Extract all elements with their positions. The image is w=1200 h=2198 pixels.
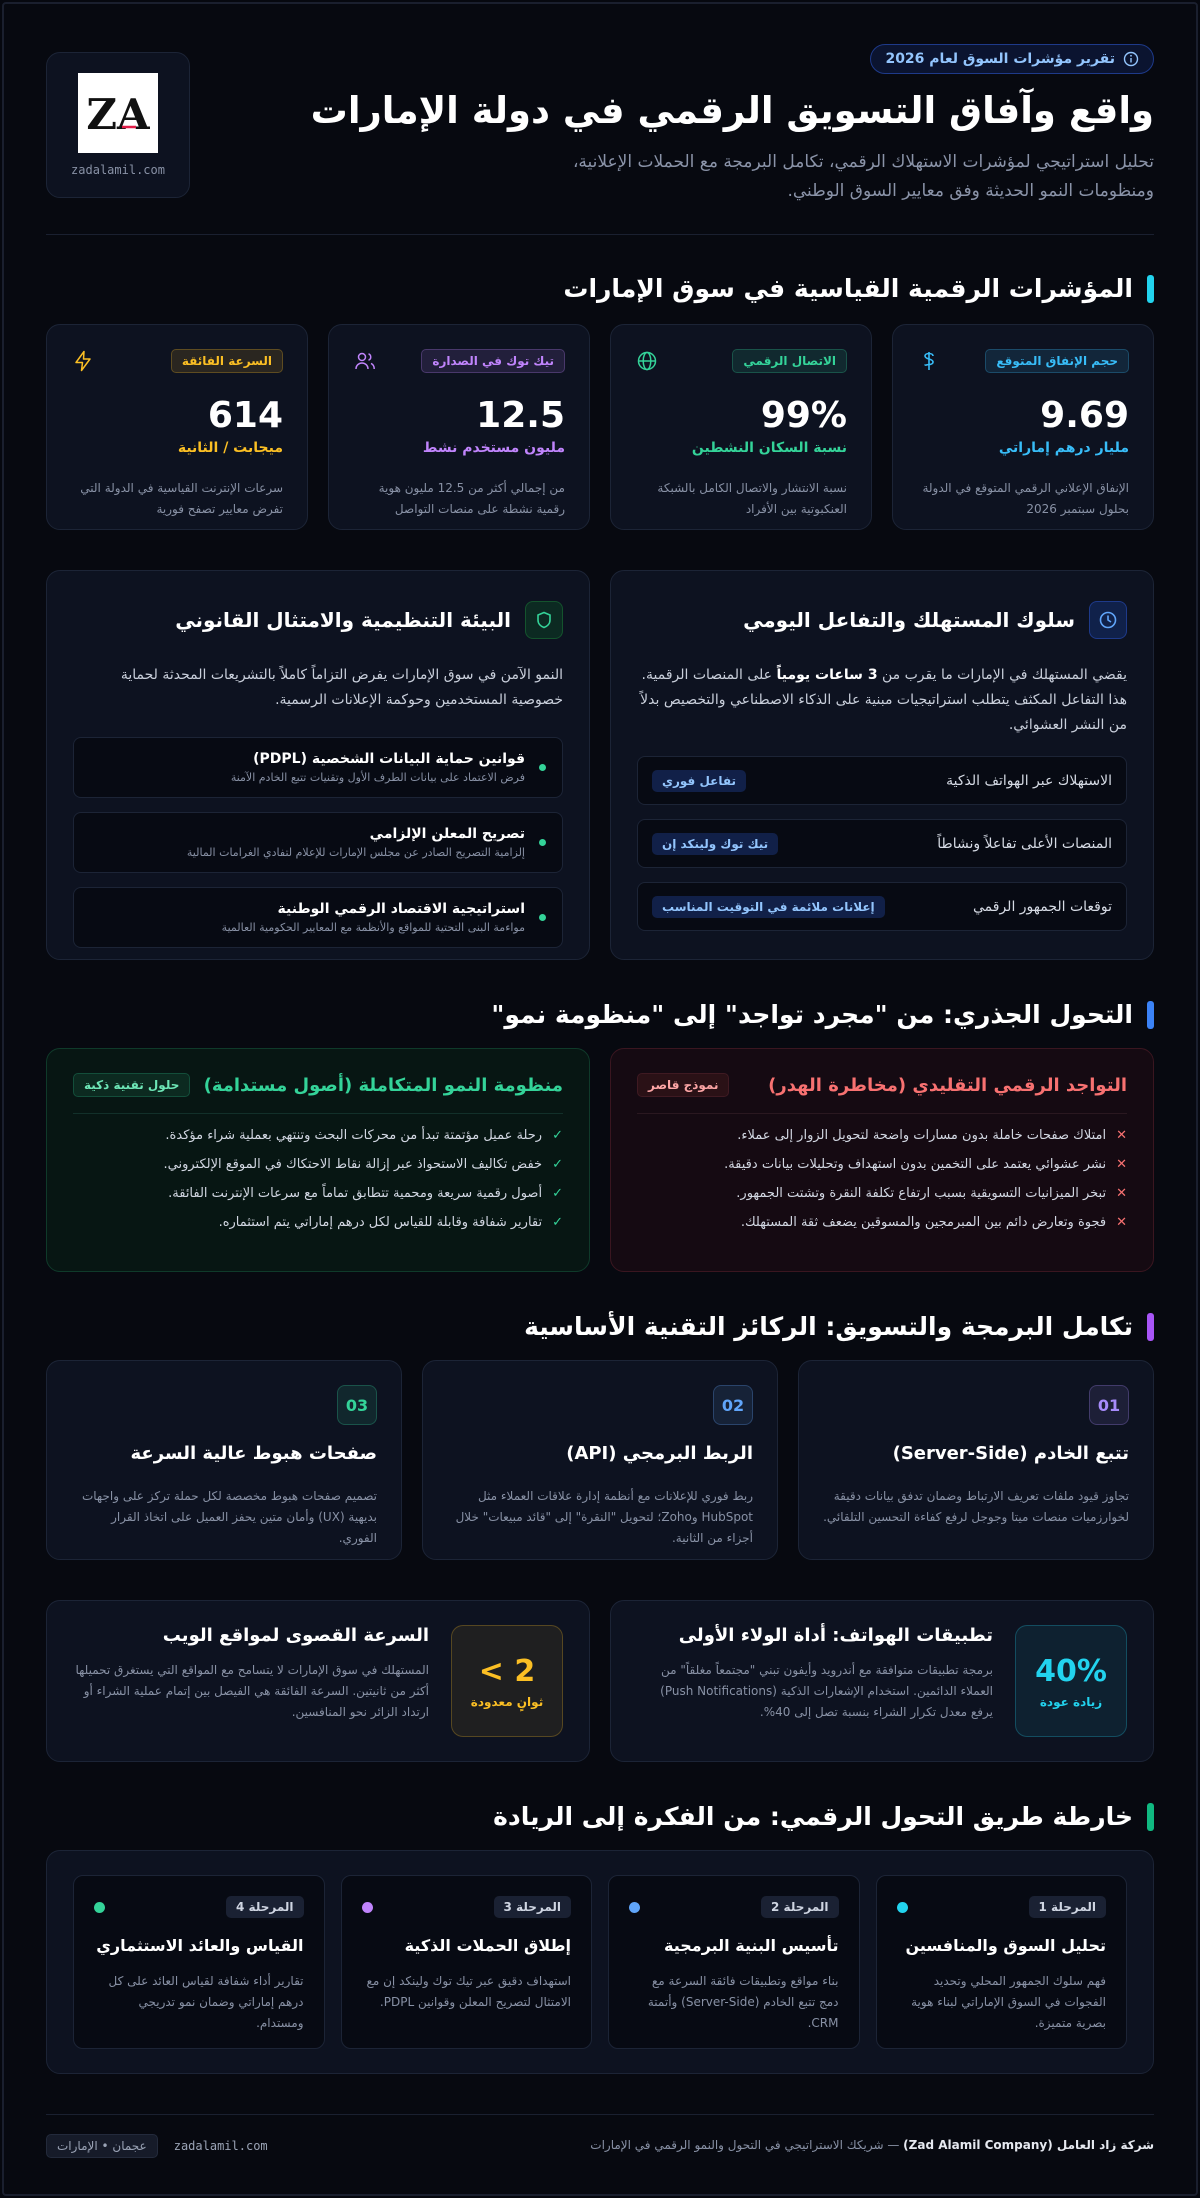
phase-description: تقارير أداء شفافة لقياس العائد على كل درهم إماراتي وضمان نمو تدريجي ومستدام. bbox=[108, 1974, 304, 2030]
pillars-section-title: تكامل البرمجة والتسويق: الركائز التقنية الأساسية bbox=[524, 1312, 1154, 1341]
consumer-row-label: توقعات الجمهور الرقمي bbox=[973, 898, 1112, 915]
list-item-text: تبخر الميزانيات التسويقية بسبب ارتفاع تكلفة النقرة وتشتت الجمهور. bbox=[736, 1186, 1107, 1201]
kpi-description: سرعات الإنترنت القياسية في الدولة التي تفرض معايير تصفح فورية bbox=[80, 481, 283, 516]
list-item-text: امتلاك صفحات خاملة بدون مسارات واضحة لتحويل الزوار إلى عملاء. bbox=[737, 1128, 1107, 1143]
growth-badge: حلول تقنية ذكية bbox=[73, 1073, 190, 1097]
kpi-value: 99% bbox=[760, 395, 847, 436]
regulatory-paragraph: النمو الآمن في سوق الإمارات يفرض التزاماً كاملاً بالتشريعات المحدثة لحماية خصوصية المستخدمين وحوكمة الإعلانات الرسمية. bbox=[120, 667, 563, 708]
subtitle-line-1: تحليل استراتيجي لمؤشرات الاستهلاك الرقمي، تكامل البرمجة مع الحملات الإعلانية، bbox=[572, 152, 1154, 172]
consumer-rows bbox=[637, 756, 1127, 931]
pillar-description: ربط فوري للإعلانات مع أنظمة إدارة علاقات العملاء مثل HubSpot وZoho؛ لتحويل "النقرة" إلى "قائد مبيعات" خلال أجزاء من الثانية. bbox=[455, 1489, 753, 1545]
phase-badge: المرحلة 3 bbox=[494, 1896, 572, 1918]
phase-badge: المرحلة 4 bbox=[226, 1896, 304, 1918]
list-item bbox=[73, 1157, 563, 1172]
kpi-description: نسبة الانتشار والاتصال الكامل بالشبكة العنكبوتية بين الأفراد bbox=[657, 481, 847, 516]
pillar-card bbox=[422, 1360, 778, 1560]
phase-badge: المرحلة 2 bbox=[761, 1896, 839, 1918]
kpi-description: من إجمالي أكثر من 12.5 مليون هوية رقمية نشطة على منصات التواصل bbox=[378, 481, 565, 516]
highlight-stat: 40% bbox=[1035, 1653, 1107, 1689]
section-marker bbox=[1147, 1313, 1154, 1341]
cross-icon: ✕ bbox=[1116, 1215, 1127, 1230]
cross-icon: ✕ bbox=[1116, 1186, 1127, 1201]
roadmap-phase bbox=[341, 1875, 593, 2049]
report-page bbox=[2, 2, 1198, 2196]
page-subtitle bbox=[374, 148, 1154, 206]
growth-title: منظومة النمو المتكاملة (أصول مستدامة) bbox=[203, 1074, 563, 1096]
regulatory-item-text bbox=[222, 901, 525, 934]
regulatory-item-title: قوانين حماية البيانات الشخصية (PDPL) bbox=[253, 751, 525, 767]
growth-list bbox=[73, 1128, 563, 1230]
highlight-text bbox=[73, 1625, 429, 1723]
highlight-title: السرعة القصوى لمواقع الويب bbox=[162, 1625, 429, 1646]
regulatory-item-title: استراتيجية الاقتصاد الرقمي الوطنية bbox=[277, 901, 525, 917]
section-marker bbox=[1147, 275, 1154, 303]
phase-description: استهداف دقيق عبر تيك توك ولينكد إن مع الامتثال لتصريح المعلن وقوانين PDPL. bbox=[366, 1974, 571, 2009]
globe-icon bbox=[635, 349, 659, 373]
kpi-unit: نسبة السكان النشطين bbox=[691, 440, 847, 456]
consumer-row-label: المنصات الأعلى تفاعلاً ونشاطاً bbox=[937, 835, 1112, 852]
list-item-text: فجوة وتعارض دائم بين المبرمجين والمسوقين يضعف ثقة المستهلك. bbox=[740, 1215, 1107, 1230]
company-logo bbox=[78, 73, 158, 153]
phase-title: تأسيس البنية البرمجية bbox=[664, 1936, 839, 1955]
cross-icon: ✕ bbox=[1116, 1157, 1127, 1172]
highlight-stat-box bbox=[1015, 1625, 1127, 1737]
kpi-card-top bbox=[353, 349, 565, 373]
phase-description: بناء مواقع وتطبيقات فائقة السرعة مع دمج تتبع الخادم (Server-Side) وأتمتة CRM. bbox=[647, 1974, 839, 2030]
highlight-description: برمجة تطبيقات متوافقة مع أندرويد وأيفون تبني "مجتمعاً مغلقاً" من العملاء الدائمين. استخدام الإشعارات الذكية (Push Notifications) يرفع معدل تكرار الشراء بنسبة تصل إلى 40%. bbox=[660, 1663, 993, 1719]
phase-top bbox=[897, 1896, 1107, 1918]
legacy-list bbox=[637, 1128, 1127, 1230]
phase-dot bbox=[94, 1902, 105, 1913]
growth-system-card bbox=[46, 1048, 590, 1272]
roadmap-phase bbox=[73, 1875, 325, 2049]
highlight-stat-box bbox=[451, 1625, 563, 1737]
regulatory-title: البيئة التنظيمية والامتثال القانوني bbox=[175, 608, 511, 632]
highlight-stat-label: زيادة عودة bbox=[1039, 1694, 1103, 1709]
list-item bbox=[637, 1157, 1127, 1172]
highlight-cards bbox=[46, 1600, 1154, 1762]
kpi-description: الإنفاق الإعلاني الرقمي المتوقع في الدولة بحلول سبتمبر 2026 bbox=[922, 481, 1129, 516]
header-divider bbox=[46, 234, 1154, 235]
kpi-unit: مليون مستخدم نشط bbox=[422, 440, 565, 456]
regulatory-item-text bbox=[187, 826, 525, 859]
pillar-description: تجاوز قيود ملفات تعريف الارتباط وضمان تدفق بيانات دقيقة لخوارزميات منصات ميتا وجوجل لرفع كفاءة التحسين التلقائي. bbox=[823, 1489, 1129, 1524]
kpi-section-title: المؤشرات الرقمية القياسية في سوق الإمارات bbox=[563, 274, 1154, 303]
kpi-badge: حجم الإنفاق المتوقع bbox=[985, 349, 1129, 373]
pillar-title: تتبع الخادم (Server-Side) bbox=[892, 1443, 1129, 1464]
users-icon bbox=[353, 349, 377, 373]
status-dot bbox=[539, 914, 546, 921]
kpi-value: 9.69 bbox=[1040, 395, 1129, 436]
section-marker bbox=[1147, 1803, 1154, 1831]
svg-text:ZA: ZA bbox=[86, 90, 150, 137]
cross-icon: ✕ bbox=[1116, 1128, 1127, 1143]
regulatory-item bbox=[73, 812, 563, 873]
list-item bbox=[637, 1128, 1127, 1143]
regulatory-items bbox=[73, 737, 563, 948]
consumer-row bbox=[637, 756, 1127, 805]
list-item bbox=[73, 1186, 563, 1201]
footer-location: عجمان • الإمارات bbox=[46, 2134, 158, 2158]
logo-card bbox=[46, 52, 190, 198]
footer-company: شركة زاد العامل (Zad Alamil Company) bbox=[903, 2138, 1154, 2152]
legacy-title: التواجد الرقمي التقليدي (مخاطرة الهدر) bbox=[768, 1074, 1127, 1096]
phase-badge: المرحلة 1 bbox=[1029, 1896, 1107, 1918]
pillar-card bbox=[798, 1360, 1154, 1560]
roadmap-card bbox=[46, 1850, 1154, 2074]
consumer-title: سلوك المستهلك والتفاعل اليومي bbox=[743, 608, 1075, 632]
kpi-card-spend bbox=[892, 324, 1154, 530]
phase-title: تحليل السوق والمنافسين bbox=[905, 1936, 1106, 1955]
kpi-unit: مليار درهم إماراتي bbox=[998, 440, 1129, 456]
kpi-card-speed bbox=[46, 324, 308, 530]
phase-title: إطلاق الحملات الذكية bbox=[404, 1936, 571, 1955]
pillar-description: تصميم صفحات هبوط مخصصة لكل حملة تركز على واجهات بديهية (UX) وأمان متين يحفز العميل على اتخاذ القرار الفوري. bbox=[81, 1489, 377, 1545]
pillar-card bbox=[46, 1360, 402, 1560]
consumer-card bbox=[610, 570, 1154, 960]
list-item bbox=[637, 1186, 1127, 1201]
kpi-card-top bbox=[917, 349, 1129, 373]
info-icon bbox=[1123, 51, 1139, 67]
pillar-title: صفحات هبوط عالية السرعة bbox=[130, 1443, 377, 1464]
list-item bbox=[73, 1128, 563, 1143]
highlight-card bbox=[610, 1600, 1154, 1762]
footer-credit: شركة زاد العامل (Zad Alamil Company) — شريكك الاستراتيجي في التحول والنمو الرقمي في الإمارات bbox=[590, 2138, 1154, 2152]
kpi-card-top bbox=[635, 349, 847, 373]
kpi-badge: تيك توك في الصدارة bbox=[421, 349, 565, 373]
pillar-number: 01 bbox=[1089, 1385, 1129, 1425]
regulatory-item-desc: فرض الاعتماد على بيانات الطرف الأول وتقنيات تتبع الخادم الآمنة bbox=[230, 771, 525, 784]
section-marker bbox=[1147, 1001, 1154, 1029]
transform-section-title: التحول الجذري: من "مجرد تواجد" إلى "منظومة نمو" bbox=[491, 1000, 1154, 1029]
regulatory-card bbox=[46, 570, 590, 960]
phase-top bbox=[362, 1896, 572, 1918]
check-icon: ✓ bbox=[552, 1128, 563, 1143]
roadmap-phase bbox=[608, 1875, 860, 2049]
list-item bbox=[637, 1215, 1127, 1230]
consumer-row-tag: تيك توك ولينكد إن bbox=[652, 833, 778, 855]
regulatory-item-text bbox=[231, 751, 525, 784]
list-item-text: أصول رقمية سريعة ومحمية تتطابق تماماً مع سرعات الإنترنت الفائقة. bbox=[168, 1186, 543, 1201]
highlight-description: المستهلك في سوق الإمارات لا يتسامح مع المواقع التي يستغرق تحميلها أكثر من ثانيتين. السرعة الفائقة هي الفيصل بين إتمام عملية الشراء أو ارتداد الزائر نحو المنافسين. bbox=[75, 1663, 429, 1719]
regulatory-item bbox=[73, 887, 563, 948]
check-icon: ✓ bbox=[552, 1186, 563, 1201]
consumer-row bbox=[637, 882, 1127, 931]
regulatory-item-desc: مواءمة البنى التحتية للمواقع والأنظمة مع المعايير الحكومية العالمية bbox=[221, 921, 525, 934]
highlight-card bbox=[46, 1600, 590, 1762]
footer-domain[interactable]: zadalamil.com bbox=[173, 2139, 268, 2153]
list-item-text: تقارير شفافة وقابلة للقياس لكل درهم إماراتي يتم استثماره. bbox=[218, 1215, 543, 1230]
consumer-row-tag: إعلانات ملائمة في التوقيت المناسب bbox=[652, 896, 885, 918]
status-dot bbox=[539, 839, 546, 846]
footer-meta bbox=[46, 2134, 268, 2158]
report-year-pill bbox=[870, 44, 1154, 74]
logo-domain: zadalamil.com bbox=[71, 163, 165, 177]
consumer-row-label: الاستهلاك عبر الهواتف الذكية bbox=[946, 772, 1112, 789]
regulatory-item-title: تصريح المعلن الإلزامي bbox=[369, 826, 525, 842]
highlight-text bbox=[637, 1625, 993, 1723]
kpi-unit: ميجابت / الثانية bbox=[177, 440, 283, 456]
check-icon: ✓ bbox=[552, 1157, 563, 1172]
list-item-text: رحلة عميل مؤتمتة تبدأ من محركات البحث وتنتهي بعملية شراء مؤكدة. bbox=[165, 1128, 543, 1143]
dollar-icon bbox=[917, 349, 941, 373]
highlight-stat: < 2 bbox=[478, 1653, 536, 1689]
page-title: واقع وآفاق التسويق الرقمي في دولة الإمارات bbox=[310, 89, 1154, 132]
phase-dot bbox=[629, 1902, 640, 1913]
pillar-title: الربط البرمجي (API) bbox=[566, 1443, 753, 1464]
regulatory-item bbox=[73, 737, 563, 798]
phase-description: فهم سلوك الجمهور المحلي وتحديد الفجوات في السوق الإماراتي لبناء هوية بصرية متميزة. bbox=[911, 1974, 1106, 2030]
lightning-icon bbox=[71, 349, 95, 373]
phase-top bbox=[94, 1896, 304, 1918]
phase-title: القياس والعائد الاستثماري bbox=[96, 1936, 304, 1955]
roadmap-section-title: خارطة طريق التحول الرقمي: من الفكرة إلى الريادة bbox=[493, 1802, 1154, 1831]
clock-icon bbox=[1089, 601, 1127, 639]
pillar-number: 03 bbox=[337, 1385, 377, 1425]
legacy-badge: نموذج قاصر bbox=[637, 1073, 729, 1097]
roadmap-phases bbox=[73, 1875, 1127, 2049]
highlight-stat-label: ثوانٍ معدودة bbox=[470, 1694, 544, 1709]
kpi-badge: الاتصال الرقمي bbox=[732, 349, 847, 373]
list-item-text: نشر عشوائي يعتمد على التخمين بدون استهداف وتحليلات بيانات دقيقة. bbox=[724, 1157, 1107, 1172]
highlight-title: تطبيقات الهواتف: أداة الولاء الأولى bbox=[678, 1625, 993, 1646]
check-icon: ✓ bbox=[552, 1215, 563, 1230]
pillar-cards bbox=[46, 1360, 1154, 1560]
regulatory-item-desc: إلزامية التصريح الصادر عن مجلس الإمارات للإعلام لتفادي الغرامات المالية bbox=[186, 846, 525, 859]
legacy-presence-card bbox=[610, 1048, 1154, 1272]
kpi-card-connectivity bbox=[610, 324, 872, 530]
phase-dot bbox=[897, 1902, 908, 1913]
kpi-value: 12.5 bbox=[476, 395, 565, 436]
pill-text: تقرير مؤشرات السوق لعام 2026 bbox=[885, 51, 1115, 67]
shield-icon bbox=[525, 601, 563, 639]
kpi-badge: السرعة الفائقة bbox=[171, 349, 283, 373]
list-item-text: خفض تكاليف الاستحواذ عبر إزالة نقاط الاحتكاك في الموقع الإلكتروني. bbox=[163, 1157, 543, 1172]
consumer-row bbox=[637, 819, 1127, 868]
kpi-card-top bbox=[71, 349, 283, 373]
subtitle-line-2: ومنظومات النمو الحديثة وفق معايير السوق الوطني. bbox=[787, 181, 1154, 201]
kpi-value: 614 bbox=[207, 395, 283, 436]
footer-divider bbox=[46, 2114, 1154, 2115]
roadmap-phase bbox=[876, 1875, 1128, 2049]
list-item bbox=[73, 1215, 563, 1230]
kpi-cards bbox=[46, 324, 1154, 530]
pillar-number: 02 bbox=[713, 1385, 753, 1425]
phase-top bbox=[629, 1896, 839, 1918]
kpi-card-tiktok bbox=[328, 324, 590, 530]
consumer-row-tag: تفاعل فوري bbox=[652, 770, 746, 792]
phase-dot bbox=[362, 1902, 373, 1913]
status-dot bbox=[539, 764, 546, 771]
consumer-paragraph: يقضي المستهلك في الإمارات ما يقرب من 3 ساعات يومياً على المنصات الرقمية. هذا التفاعل المكثف يتطلب استراتيجيات مبنية على الذكاء الاصطناعي والتخصيص بدلاً من النشر العشوائي. bbox=[640, 667, 1127, 733]
